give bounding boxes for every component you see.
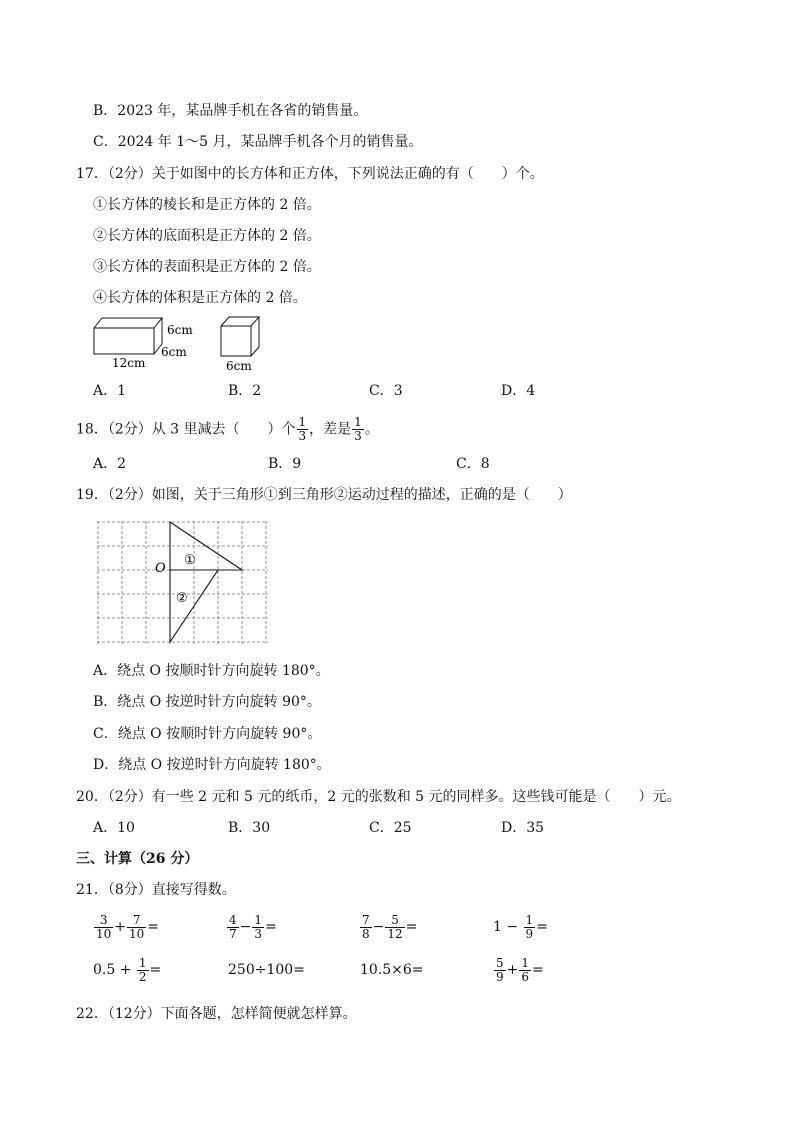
e4-b-num: 1 xyxy=(525,912,534,927)
triangle-1 xyxy=(170,522,242,570)
e2-frac-b xyxy=(252,914,264,941)
e8-frac-b xyxy=(519,957,531,984)
e8-frac-a xyxy=(494,957,506,984)
e2-b-num: 1 xyxy=(254,912,263,927)
e3-a-den: 8 xyxy=(362,926,370,941)
e3-op: − xyxy=(372,919,385,935)
e2-b-den: 3 xyxy=(254,926,263,941)
e8-b-num: 1 xyxy=(521,955,530,970)
q21-expr-4 xyxy=(493,912,548,942)
e2-frac-a xyxy=(227,914,239,941)
q17-statement-1: ①长方体的棱长和是正方体的 2 倍。 xyxy=(93,197,321,213)
q18-option-c: C．8 xyxy=(456,456,490,472)
e8-eq: = xyxy=(532,962,544,978)
e1-a-den: 10 xyxy=(96,926,112,941)
q18-frac2-den: 3 xyxy=(354,429,362,443)
e1-b-num: 7 xyxy=(127,914,146,928)
e3-eq: = xyxy=(405,919,418,935)
q18-stem-mid: ，差是 xyxy=(309,421,352,438)
q16-option-b: B．2023 年，某品牌手机在各省的销售量。 xyxy=(93,103,368,119)
q21-expr-2 xyxy=(226,912,277,942)
e1-op: + xyxy=(114,919,127,935)
q18-frac1-num: 1 xyxy=(298,415,307,429)
e4-b-den: 9 xyxy=(525,926,534,941)
e4-eq: = xyxy=(536,919,548,935)
q17-statement-3: ③长方体的表面积是正方体的 2 倍。 xyxy=(93,259,321,275)
q18-option-b: B．9 xyxy=(268,456,302,472)
q19-figure xyxy=(96,520,272,648)
cuboid-width-label: 6cm xyxy=(161,345,187,359)
q17-statement-4: ④长方体的体积是正方体的 2 倍。 xyxy=(93,290,307,306)
e2-a-num: 4 xyxy=(229,912,237,927)
e1-frac-a xyxy=(94,914,113,941)
q19-option-b: B．绕点 O 按逆时针方向旋转 90°。 xyxy=(93,694,321,710)
q17-figure xyxy=(88,312,288,374)
origin-label: O xyxy=(155,561,166,576)
q18-fraction-1 xyxy=(297,416,309,443)
q18-frac2-num: 1 xyxy=(354,415,362,429)
q17-statement-2: ②长方体的底面积是正方体的 2 倍。 xyxy=(93,228,321,244)
q20-stem: 20．（2分）有一些 2 元和 5 元的纸币，2 元的张数和 5 元的同样多。这些钱可能是（ ）元。 xyxy=(76,789,681,805)
e3-frac-b xyxy=(385,914,404,941)
e1-frac-b xyxy=(127,914,146,941)
q18-frac1-den: 3 xyxy=(298,429,307,443)
e4-pre: 1 − xyxy=(493,919,519,935)
e2-a-den: 7 xyxy=(229,926,237,941)
q16-option-c: C．2024 年 1～5 月，某品牌手机各个月的销售量。 xyxy=(93,134,423,150)
q20-option-a: A．10 xyxy=(93,820,135,836)
e3-a-num: 7 xyxy=(362,912,370,927)
e5-b-num: 1 xyxy=(138,955,147,970)
e5-eq: = xyxy=(149,962,162,978)
q20-option-d: D．35 xyxy=(501,820,545,836)
e8-a-den: 9 xyxy=(496,969,504,984)
q20-option-b: B．30 xyxy=(228,820,271,836)
q19-option-a: A．绕点 O 按顺时针方向旋转 180°。 xyxy=(93,663,330,679)
q21-stem: 21．（8分）直接写得数。 xyxy=(76,882,236,898)
q17-option-a: A．1 xyxy=(93,383,127,399)
q18-fraction-2 xyxy=(352,416,364,443)
q21-expr-8 xyxy=(493,955,544,985)
q22-stem: 22．（12分）下面各题，怎样简便就怎样算。 xyxy=(76,1006,357,1022)
q21-expr-7: 10.5×6= xyxy=(360,962,424,978)
e4-frac-b xyxy=(524,914,536,941)
section-3-title: 三、计算（26 分） xyxy=(76,851,199,867)
cuboid-height-label: 6cm xyxy=(167,323,193,337)
e8-op: + xyxy=(506,962,519,978)
e3-frac-a xyxy=(360,914,372,941)
e1-a-num: 3 xyxy=(94,914,113,928)
cuboid-length-label: 12cm xyxy=(112,356,146,370)
q21-expr-1 xyxy=(93,912,159,942)
e3-b-num: 5 xyxy=(385,914,404,928)
triangle-2-label: ② xyxy=(176,591,188,606)
q19-stem: 19．（2分）如图，关于三角形①到三角形②运动过程的描述，正确的是（ ） xyxy=(76,487,572,503)
e8-b-den: 6 xyxy=(521,969,530,984)
q21-expr-5 xyxy=(93,955,161,985)
q18-stem xyxy=(76,416,379,443)
q19-option-d: D．绕点 O 按逆时针方向旋转 180°。 xyxy=(93,757,331,773)
q17-stem: 17．（2分）关于如图中的长方体和正方体，下列说法正确的有（ ）个。 xyxy=(76,166,544,182)
e5-frac-b xyxy=(137,957,149,984)
cube-edge-label: 6cm xyxy=(226,359,252,373)
q18-stem-post: 。 xyxy=(364,421,379,438)
e5-b-den: 2 xyxy=(138,969,147,984)
e2-op: − xyxy=(239,919,252,935)
e3-b-den: 12 xyxy=(387,926,403,941)
q17-option-b: B．2 xyxy=(228,383,262,399)
e2-eq: = xyxy=(265,919,277,935)
q21-expr-3 xyxy=(359,912,417,942)
e1-eq: = xyxy=(147,919,160,935)
e1-b-den: 10 xyxy=(129,926,145,941)
q20-option-c: C．25 xyxy=(369,820,412,836)
e8-a-num: 5 xyxy=(496,955,504,970)
triangle-1-label: ① xyxy=(184,553,196,568)
q19-option-c: C．绕点 O 按顺时针方向旋转 90°。 xyxy=(93,726,322,742)
q17-option-c: C．3 xyxy=(369,383,403,399)
q18-option-a: A．2 xyxy=(93,456,127,472)
e5-pre: 0.5 + xyxy=(93,962,132,978)
q17-option-d: D．4 xyxy=(501,383,536,399)
q18-stem-pre: 18．（2分）从 3 里减去（ ）个 xyxy=(76,421,296,438)
q21-expr-6: 250÷100= xyxy=(228,962,305,978)
